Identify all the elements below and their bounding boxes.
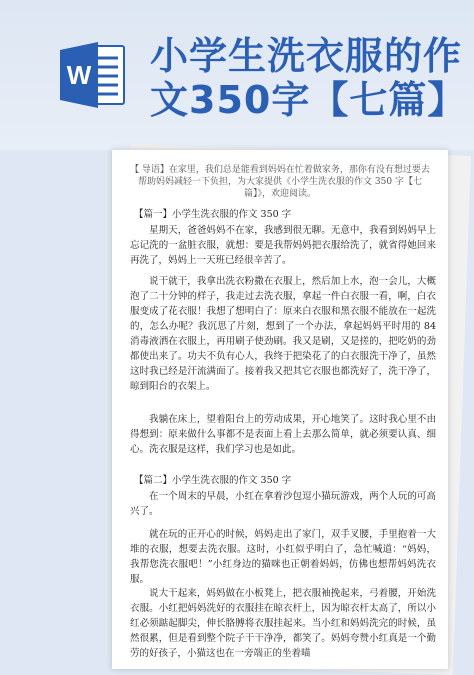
paragraph: 星期天，爸爸妈妈不在家，我感到很无聊。无意中，我看到妈妈早上忘记洗的一盆脏衣服，就想：要是我帮妈妈把衣服给洗了，就省得她回来再洗了，妈妈上一天班已经很辛苦了。 [130,225,436,266]
intro-text: 【 导语】在家里，我们总是能看到妈妈在忙着做家务，那你有没有想过要去帮助妈妈减轻一下负担，为大家提供《小学生洗衣服的作文 350 字【七篇】》，欢迎阅读。 [130,165,430,199]
section-heading-2: 【篇二】小学生洗衣服的作文 350 字 [134,475,292,486]
paragraph: 我躺在床上，望着阳台上的劳动成果，开心地笑了。这时我心里不由得想到：原来做什么事都不是表面上看上去那么简单，就必须要认真、细心。洗衣服是这样，我们学习也是如此。 [130,414,436,455]
section-heading-1: 【篇一】小学生洗衣服的作文 350 字 [134,209,292,220]
paragraph: 说大干起来，妈妈做在小板凳上，把衣服袖挽起来，弓着腰，开始洗衣服。小红把妈妈洗好的衣服挂在晾衣杆上，因为晾衣杆太高了，所以小红必须踮起脚尖，伸长胳膊将衣服挂起来。当小红和妈妈洗完的时候，虽然很累，但是看到整个院子干干净净，都笑了。妈妈夸赞小红真是一个勤劳的好孩子，小猫这也在一旁端正的坐着喵 [130,588,436,659]
word-document-icon [60,40,126,110]
title-line-1: 小学生洗衣服的作 [150,34,463,78]
title-line-2: 文350字【七篇】 [150,78,467,122]
paragraph: 就在玩的正开心的时候，妈妈走出了家门，双手叉腰，手里抱着一大堆的衣服，想要去洗衣服。这时，小红似乎明白了，急忙喊道：“妈妈，我帮您洗衣服吧！”小红身边的猫咪也正朝着妈妈，仿佛也想帮妈妈洗衣服。 [130,529,436,585]
document-page [112,150,448,669]
page-title [150,34,470,122]
svg-text:W: W [66,60,92,90]
paragraph: 说干就干，我拿出洗衣粉撒在衣服上，然后加上水，泡一会儿，大概泡了二十分钟的样子，我走过去洗衣服，拿起一件白衣服一看，啊，白衣服变成了花衣服！我想了想明白了：原来白衣服和黑衣服不能放在一起洗的，怎么办呢？我沉思了片刻，想到了一个办法，拿起妈妈平时用的 84 消毒液洒在衣服上，再用刷子使劲刷。我又是刷，又是搓的，把吃奶的劲都使出来了。功夫不负有心人，我终于把染花了的白衣服洗干净了，虽然这时我已经是汗流满面了。接着我又把其它衣服也都洗好了，洗干净了，晾到阳台的衣架上。 [130,276,436,392]
paragraph: 在一个周末的早晨，小红在拿着沙包逗小猫玩游戏，两个人玩的可高兴了。 [130,491,436,517]
